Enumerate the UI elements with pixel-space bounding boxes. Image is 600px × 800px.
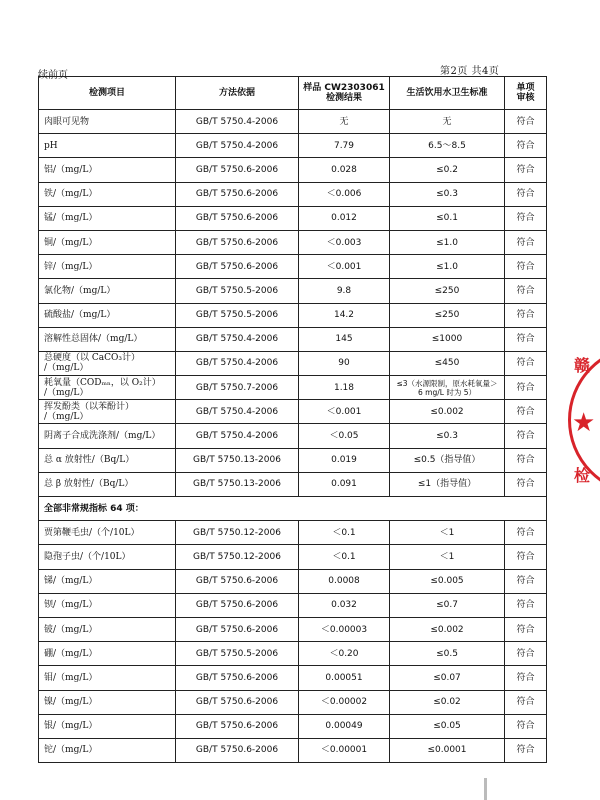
cell-result: 0.00049 <box>299 714 390 738</box>
col-header-verdict <box>505 77 547 110</box>
cell-item: 锰/（mg/L） <box>39 206 176 230</box>
table-row <box>39 738 547 762</box>
cell-item: 铊/（mg/L） <box>39 738 176 762</box>
cell-verdict: 符合 <box>505 206 547 230</box>
cell-item: 锌/（mg/L） <box>39 255 176 279</box>
cell-standard: ≤0.05 <box>390 714 505 738</box>
cell-method: GB/T 5750.6-2006 <box>176 182 299 206</box>
col-header-result-line2: 检测结果 <box>325 93 362 103</box>
cell-result: ＜0.001 <box>299 400 390 424</box>
cell-result: ＜0.00002 <box>299 690 390 714</box>
cell-standard: ≤0.5 <box>390 642 505 666</box>
cell-item: 铁/（mg/L） <box>39 182 176 206</box>
cell-verdict: 符合 <box>505 255 547 279</box>
cell-result: 0.012 <box>299 206 390 230</box>
cell-standard: ≤0.2 <box>390 158 505 182</box>
cell-standard-line2: 6 mg/L 时为 5） <box>418 387 476 397</box>
cell-verdict: 符合 <box>505 351 547 375</box>
section-title: 全部非常规指标 64 项： <box>39 497 547 521</box>
table-row <box>39 690 547 714</box>
cell-item-line2: /（mg/L） <box>44 411 89 422</box>
table-row <box>39 206 547 230</box>
cell-result: ＜0.05 <box>299 424 390 448</box>
cell-method: GB/T 5750.5-2006 <box>176 642 299 666</box>
cell-method: GB/T 5750.5-2006 <box>176 279 299 303</box>
cell-item: 氯化物/（mg/L） <box>39 279 176 303</box>
cell-item: 溶解性总固体/（mg/L） <box>39 327 176 351</box>
table-row <box>39 617 547 641</box>
cell-standard: ≤0.005 <box>390 569 505 593</box>
cell-item-line1: 总硬度（以 CaCO₃计） <box>44 353 140 364</box>
cell-method: GB/T 5750.6-2006 <box>176 593 299 617</box>
cell-verdict: 符合 <box>505 569 547 593</box>
cell-verdict: 符合 <box>505 690 547 714</box>
cell-standard: ≤0.07 <box>390 666 505 690</box>
cell-method: GB/T 5750.5-2006 <box>176 303 299 327</box>
cell-method: GB/T 5750.13-2006 <box>176 448 299 472</box>
cell-result: 1.18 <box>299 376 390 400</box>
cell-verdict: 符合 <box>505 448 547 472</box>
table-row <box>39 472 547 496</box>
cell-verdict: 符合 <box>505 472 547 496</box>
table-row <box>39 448 547 472</box>
cell-result: 无 <box>299 110 390 134</box>
cell-item: 银/（mg/L） <box>39 714 176 738</box>
cell-item: 隐孢子虫/（个/10L） <box>39 545 176 569</box>
cell-method: GB/T 5750.4-2006 <box>176 400 299 424</box>
cell-item: 总 α 放射性/（Bq/L） <box>39 448 176 472</box>
cell-verdict: 符合 <box>505 327 547 351</box>
binding-mark <box>484 778 487 800</box>
cell-result: 0.028 <box>299 158 390 182</box>
cell-item: 锑/（mg/L） <box>39 569 176 593</box>
cell-method: GB/T 5750.6-2006 <box>176 617 299 641</box>
seal-ring <box>568 345 600 495</box>
cell-item <box>39 400 176 424</box>
table-row <box>39 303 547 327</box>
table-row <box>39 400 547 424</box>
col-header-item: 检测项目 <box>39 77 176 110</box>
cell-result: 145 <box>299 327 390 351</box>
cell-result: 0.00051 <box>299 666 390 690</box>
table-row <box>39 714 547 738</box>
cell-standard: 6.5～8.5 <box>390 134 505 158</box>
cell-result: 0.019 <box>299 448 390 472</box>
cell-method: GB/T 5750.4-2006 <box>176 351 299 375</box>
table-row <box>39 642 547 666</box>
cell-standard: ≤1000 <box>390 327 505 351</box>
cell-result: ＜0.00001 <box>299 738 390 762</box>
cell-method: GB/T 5750.6-2006 <box>176 569 299 593</box>
cell-verdict: 符合 <box>505 110 547 134</box>
cell-item: 硫酸盐/（mg/L） <box>39 303 176 327</box>
table-row <box>39 279 547 303</box>
cell-method: GB/T 5750.13-2006 <box>176 472 299 496</box>
cell-standard: 无 <box>390 110 505 134</box>
cell-verdict: 符合 <box>505 424 547 448</box>
cell-method: GB/T 5750.6-2006 <box>176 206 299 230</box>
cell-result: 0.032 <box>299 593 390 617</box>
cell-item: 肉眼可见物 <box>39 110 176 134</box>
cell-verdict: 符合 <box>505 182 547 206</box>
table-row <box>39 424 547 448</box>
cell-item: 铜/（mg/L） <box>39 230 176 254</box>
cell-item-line1: 耗氧量（CODₘₙ，以 O₂计） <box>44 377 161 388</box>
cell-result: 7.79 <box>299 134 390 158</box>
col-header-verdict-line2: 审核 <box>516 93 535 103</box>
cell-result: ＜0.006 <box>299 182 390 206</box>
cell-item: 硼/（mg/L） <box>39 642 176 666</box>
cell-verdict: 符合 <box>505 642 547 666</box>
cell-standard: ≤450 <box>390 351 505 375</box>
cell-method: GB/T 5750.6-2006 <box>176 255 299 279</box>
cell-standard: ≤0.0001 <box>390 738 505 762</box>
cell-method: GB/T 5750.6-2006 <box>176 158 299 182</box>
cell-result: ＜0.1 <box>299 521 390 545</box>
cell-standard: ＜1 <box>390 521 505 545</box>
cell-item: 钡/（mg/L） <box>39 593 176 617</box>
cell-standard <box>390 376 505 400</box>
cell-item: 阴离子合成洗涤剂/（mg/L） <box>39 424 176 448</box>
cell-result: 0.091 <box>299 472 390 496</box>
table-body <box>39 110 547 763</box>
col-header-standard: 生活饮用水卫生标准 <box>390 77 505 110</box>
cell-verdict: 符合 <box>505 714 547 738</box>
cell-verdict: 符合 <box>505 158 547 182</box>
cell-result: ＜0.20 <box>299 642 390 666</box>
table-row <box>39 351 547 375</box>
cell-method: GB/T 5750.4-2006 <box>176 327 299 351</box>
cell-item <box>39 376 176 400</box>
cell-item: 钼/（mg/L） <box>39 666 176 690</box>
seal-char-1: 赣 <box>574 356 591 375</box>
table-row <box>39 255 547 279</box>
table-row <box>39 376 547 400</box>
cell-item-line2: /（mg/L） <box>44 363 89 374</box>
cell-verdict: 符合 <box>505 303 547 327</box>
cell-item <box>39 351 176 375</box>
table-row <box>39 230 547 254</box>
cell-result: ＜0.00003 <box>299 617 390 641</box>
col-header-method: 方法依据 <box>176 77 299 110</box>
continued-label: 续前页 <box>38 70 68 81</box>
cell-standard: ≤250 <box>390 303 505 327</box>
cell-standard: ≤0.3 <box>390 182 505 206</box>
cell-method: GB/T 5750.12-2006 <box>176 545 299 569</box>
cell-verdict: 符合 <box>505 376 547 400</box>
table-row <box>39 666 547 690</box>
cell-standard: ≤1.0 <box>390 255 505 279</box>
table-row <box>39 545 547 569</box>
col-header-verdict-line1: 单项 <box>516 83 535 93</box>
cell-item: 铍/（mg/L） <box>39 617 176 641</box>
cell-verdict: 符合 <box>505 545 547 569</box>
cell-result: 0.0008 <box>299 569 390 593</box>
table-header-row <box>39 77 547 110</box>
cell-method: GB/T 5750.6-2006 <box>176 690 299 714</box>
cell-result: ＜0.001 <box>299 255 390 279</box>
cell-verdict: 符合 <box>505 738 547 762</box>
seal-star-icon: ★ <box>572 408 596 438</box>
cell-result: 14.2 <box>299 303 390 327</box>
cell-standard: ≤0.7 <box>390 593 505 617</box>
table-row <box>39 134 547 158</box>
cell-standard: ≤1.0 <box>390 230 505 254</box>
cell-method: GB/T 5750.4-2006 <box>176 110 299 134</box>
cell-standard: ≤0.3 <box>390 424 505 448</box>
section-row <box>39 497 547 521</box>
cell-method: GB/T 5750.6-2006 <box>176 714 299 738</box>
seal-char-2: 检 <box>574 466 591 485</box>
cell-standard: ≤1（指导值） <box>390 472 505 496</box>
cell-item: 铝/（mg/L） <box>39 158 176 182</box>
cell-item-line1: 挥发酚类（以苯酚计） <box>44 401 135 412</box>
cell-item: 总 β 放射性/（Bq/L） <box>39 472 176 496</box>
cell-standard: ＜1 <box>390 545 505 569</box>
table-row <box>39 569 547 593</box>
cell-method: GB/T 5750.7-2006 <box>176 376 299 400</box>
cell-standard: ≤0.1 <box>390 206 505 230</box>
inspection-seal <box>568 345 600 495</box>
test-results-table <box>38 76 547 763</box>
cell-verdict: 符合 <box>505 279 547 303</box>
cell-verdict: 符合 <box>505 230 547 254</box>
cell-verdict: 符合 <box>505 521 547 545</box>
cell-item-line2: /（mg/L） <box>44 387 89 398</box>
cell-standard: ≤0.02 <box>390 690 505 714</box>
cell-result: 9.8 <box>299 279 390 303</box>
cell-standard: ≤250 <box>390 279 505 303</box>
cell-standard: ≤0.002 <box>390 617 505 641</box>
col-header-result-line1: 样品 CW2303061 <box>303 83 385 93</box>
cell-method: GB/T 5750.4-2006 <box>176 424 299 448</box>
table-row <box>39 110 547 134</box>
table-row <box>39 158 547 182</box>
table-row <box>39 182 547 206</box>
table-row <box>39 327 547 351</box>
cell-verdict: 符合 <box>505 666 547 690</box>
cell-method: GB/T 5750.6-2006 <box>176 738 299 762</box>
col-header-result <box>299 77 390 110</box>
cell-result: ＜0.003 <box>299 230 390 254</box>
cell-verdict: 符合 <box>505 593 547 617</box>
cell-method: GB/T 5750.4-2006 <box>176 134 299 158</box>
cell-method: GB/T 5750.6-2006 <box>176 666 299 690</box>
cell-item: 贾第鞭毛虫/（个/10L） <box>39 521 176 545</box>
table-row <box>39 521 547 545</box>
cell-method: GB/T 5750.12-2006 <box>176 521 299 545</box>
cell-result: 90 <box>299 351 390 375</box>
cell-standard: ≤0.5（指导值） <box>390 448 505 472</box>
table-row <box>39 593 547 617</box>
cell-result: ＜0.1 <box>299 545 390 569</box>
page-info: 第2页 共4页 <box>440 66 500 77</box>
cell-verdict: 符合 <box>505 134 547 158</box>
cell-standard-line1: ≤3（水源限制，原水耗氧量＞ <box>396 378 498 388</box>
cell-verdict: 符合 <box>505 400 547 424</box>
cell-verdict: 符合 <box>505 617 547 641</box>
cell-method: GB/T 5750.6-2006 <box>176 230 299 254</box>
cell-standard: ≤0.002 <box>390 400 505 424</box>
cell-item: pH <box>39 134 176 158</box>
cell-item: 镍/（mg/L） <box>39 690 176 714</box>
